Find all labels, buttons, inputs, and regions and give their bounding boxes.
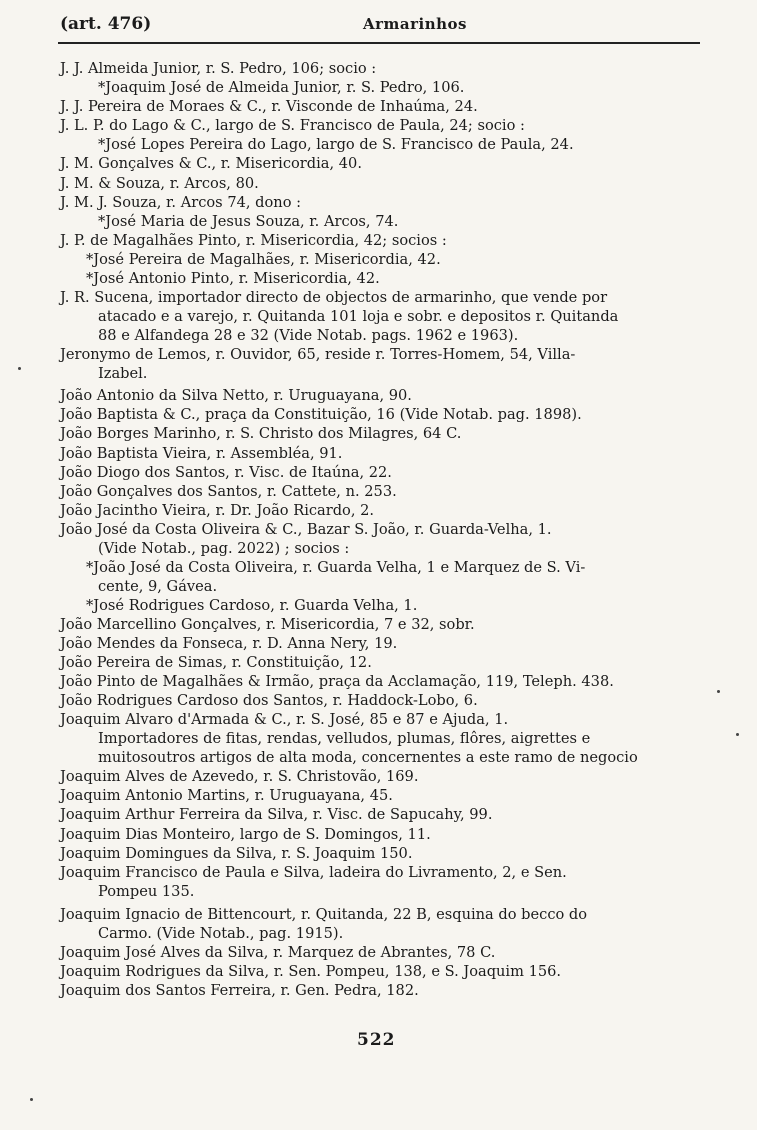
entry-line: J. J. Pereira de Moraes & C., r. Visconde de Inhaúma, 24. xyxy=(60,98,478,115)
entry-line: cente, 9, Gávea. xyxy=(98,578,218,595)
entry-line: João Borges Marinho, r. S. Christo dos Milagres, 64 C. xyxy=(60,425,462,442)
entry-line: Joaquim Rodrigues da Silva, r. Sen. Pompeu, 138, e S. Joaquim 156. xyxy=(60,963,562,980)
entry-line: (Vide Notab., pag. 2022) ; socios : xyxy=(98,540,350,557)
entry-line: Izabel. xyxy=(98,365,148,382)
entry-line: João Jacintho Vieira, r. Dr. João Ricardo, 2. xyxy=(60,502,375,519)
page-title: Armarinhos xyxy=(363,15,467,33)
scan-speck xyxy=(18,367,21,370)
entry-line: João Antonio da Silva Netto, r. Uruguayana, 90. xyxy=(60,387,412,404)
entry-line: J. M. & Souza, r. Arcos, 80. xyxy=(60,175,259,192)
entry-line: João Gonçalves dos Santos, r. Cattete, n. 253. xyxy=(60,483,397,500)
scan-speck xyxy=(717,690,720,693)
entry-line: João Baptista Vieira, r. Assembléa, 91. xyxy=(60,445,343,462)
entry-line: *José Pereira de Magalhães, r. Misericordia, 42. xyxy=(86,251,441,268)
entry-line: *José Rodrigues Cardoso, r. Guarda Velha, 1. xyxy=(86,597,418,614)
article-reference: (art. 476) xyxy=(60,14,152,34)
entry-line: Joaquim Arthur Ferreira da Silva, r. Visc. de Sapucahy, 99. xyxy=(60,806,493,823)
entry-line: J. J. Almeida Junior, r. S. Pedro, 106; socio : xyxy=(60,60,377,77)
entry-line: João Pereira de Simas, r. Constituição, 12. xyxy=(60,654,372,671)
scan-speck xyxy=(736,733,739,736)
entry-line: Joaquim José Alves da Silva, r. Marquez de Abrantes, 78 C. xyxy=(60,944,496,961)
scan-speck xyxy=(30,1098,33,1101)
entry-line: J. M. Gonçalves & C., r. Misericordia, 40. xyxy=(60,155,362,172)
entry-line: 88 e Alfandega 28 e 32 (Vide Notab. pags. 1962 e 1963). xyxy=(98,327,519,344)
entry-line: Joaquim Antonio Martins, r. Uruguayana, 45. xyxy=(60,787,393,804)
entry-line: Pompeu 135. xyxy=(98,883,195,900)
entry-line: atacado e a varejo, r. Quitanda 101 loja e sobr. e depositos r. Quitanda xyxy=(98,308,619,325)
entry-line: muitosoutros artigos de alta moda, concernentes a este ramo de negocio xyxy=(98,749,638,766)
entry-line: João Rodrigues Cardoso dos Santos, r. Haddock-Lobo, 6. xyxy=(60,692,478,709)
entry-line: *José Lopes Pereira do Lago, largo de S. Francisco de Paula, 24. xyxy=(98,136,574,153)
entry-line: Joaquim Dias Monteiro, largo de S. Domingos, 11. xyxy=(60,826,431,843)
entry-line: Joaquim Francisco de Paula e Silva, ladeira do Livramento, 2, e Sen. xyxy=(60,864,567,881)
entry-line: J. P. de Magalhães Pinto, r. Misericordia, 42; socios : xyxy=(60,232,447,249)
entry-line: *Joaquim José de Almeida Junior, r. S. Pedro, 106. xyxy=(98,79,465,96)
entry-line: Carmo. (Vide Notab., pag. 1915). xyxy=(98,925,344,942)
entry-line: Jeronymo de Lemos, r. Ouvidor, 65, reside r. Torres-Homem, 54, Villa- xyxy=(60,346,576,363)
entry-line: João Baptista & C., praça da Constituição, 16 (Vide Notab. pag. 1898). xyxy=(60,406,582,423)
entry-line: J. M. J. Souza, r. Arcos 74, dono : xyxy=(60,194,302,211)
entry-line: *José Maria de Jesus Souza, r. Arcos, 74. xyxy=(98,213,399,230)
entry-line: Joaquim Domingues da Silva, r. S. Joaquim 150. xyxy=(60,845,413,862)
entry-line: João Pinto de Magalhães & Irmão, praça da Acclamação, 119, Teleph. 438. xyxy=(60,673,614,690)
entry-line: João Mendes da Fonseca, r. D. Anna Nery, 19. xyxy=(60,635,398,652)
entry-line: João Diogo dos Santos, r. Visc. de Itaúna, 22. xyxy=(60,464,392,481)
entry-line: João Marcellino Gonçalves, r. Misericordia, 7 e 32, sobr. xyxy=(60,616,475,633)
entry-line: Importadores de fitas, rendas, velludos, plumas, flôres, aigrettes e xyxy=(98,730,591,747)
entry-line: *João José da Costa Oliveira, r. Guarda Velha, 1 e Marquez de S. Vi- xyxy=(86,559,586,576)
page-header xyxy=(0,0,757,48)
entry-line: Joaquim dos Santos Ferreira, r. Gen. Pedra, 182. xyxy=(60,982,419,999)
header-rule xyxy=(58,42,700,44)
entry-line: Joaquim Alves de Azevedo, r. S. Christovão, 169. xyxy=(60,768,419,785)
entry-line: João José da Costa Oliveira & C., Bazar S. João, r. Guarda-Velha, 1. xyxy=(60,521,552,538)
entry-line: Joaquim Ignacio de Bittencourt, r. Quitanda, 22 B, esquina do becco do xyxy=(60,906,588,923)
page-number: 522 xyxy=(357,1030,396,1050)
entry-line: J. L. P. do Lago & C., largo de S. Francisco de Paula, 24; socio : xyxy=(60,117,525,134)
entry-line: Joaquim Alvaro d'Armada & C., r. S. José, 85 e 87 e Ajuda, 1. xyxy=(60,711,509,728)
entry-line: J. R. Sucena, importador directo de objectos de armarinho, que vende por xyxy=(60,289,608,306)
entry-line: *José Antonio Pinto, r. Misericordia, 42. xyxy=(86,270,380,287)
